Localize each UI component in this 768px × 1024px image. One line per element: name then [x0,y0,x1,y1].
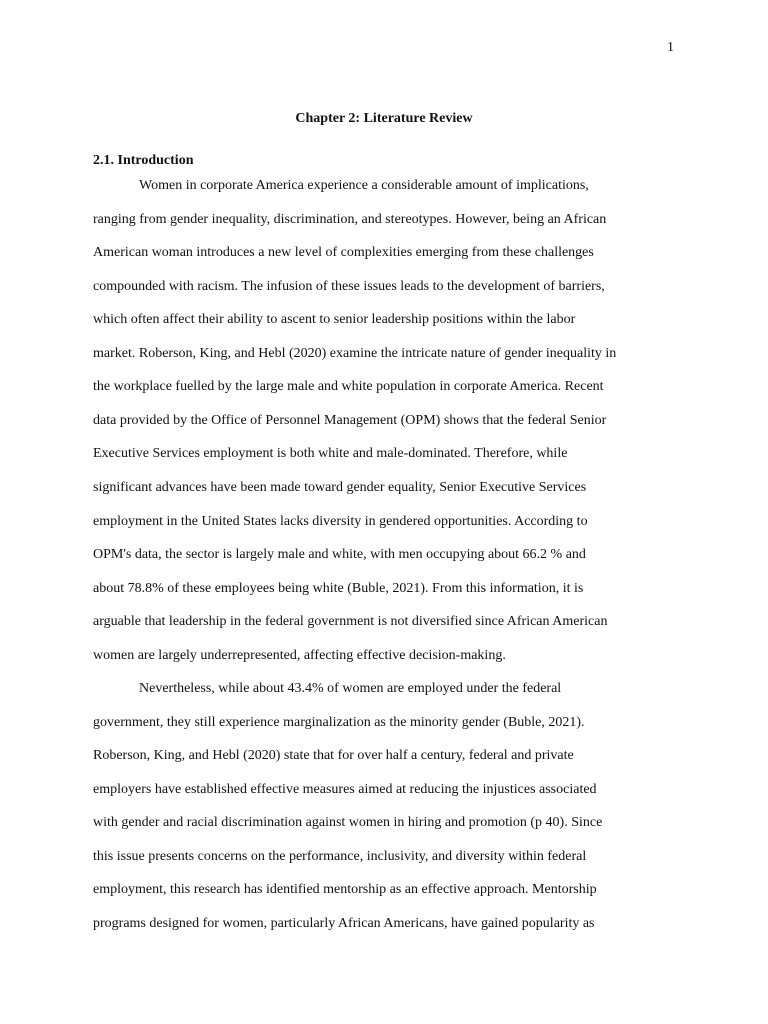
paragraph-line: women are largely underrepresented, affecting effective decision-making. [93,648,506,663]
paragraph-line: programs designed for women, particularly African Americans, have gained popularity as [93,916,595,931]
paragraph-line: Women in corporate America experience a considerable amount of implications, [139,178,589,193]
paragraph-line: significant advances have been made toward gender equality, Senior Executive Services [93,480,587,495]
paragraph-line: which often affect their ability to ascent to senior leadership positions within the labor [93,312,576,327]
chapter-title: Chapter 2: Literature Review [295,111,473,126]
paragraph-line: government, they still experience marginalization as the minority gender (Buble, 2021). [93,715,585,730]
paragraph-line: arguable that leadership in the federal government is not diversified since African American [93,614,608,629]
paragraph-line: OPM's data, the sector is largely male and white, with men occupying about 66.2 % and [93,547,586,562]
paragraph-line: Nevertheless, while about 43.4% of women are employed under the federal [139,681,562,696]
paragraph-line: ranging from gender inequality, discrimination, and stereotypes. However, being an African [93,212,607,227]
paragraph-line: about 78.8% of these employees being white (Buble, 2021). From this information, it is [93,581,584,596]
section-heading: 2.1. Introduction [93,153,194,168]
paragraph-line: market. Roberson, King, and Hebl (2020) examine the intricate nature of gender inequality in [93,346,617,361]
paragraph-line: compounded with racism. The infusion of these issues leads to the development of barriers, [93,279,605,294]
paragraph-line: employers have established effective measures aimed at reducing the injustices associated [93,782,597,797]
page-number: 1 [667,40,674,55]
paragraph-line: this issue presents concerns on the performance, inclusivity, and diversity within federal [93,849,587,864]
paragraph-line: employment in the United States lacks diversity in gendered opportunities. According to [93,514,588,529]
paragraph-line: Roberson, King, and Hebl (2020) state that for over half a century, federal and private [93,748,574,763]
paragraph-line: with gender and racial discrimination against women in hiring and promotion (p 40). Since [93,815,603,830]
paragraph-line: the workplace fuelled by the large male and white population in corporate America. Recent [93,379,604,394]
paragraph-line: American woman introduces a new level of complexities emerging from these challenges [93,245,594,260]
paragraph-line: data provided by the Office of Personnel Management (OPM) shows that the federal Senior [93,413,607,428]
paragraph-line: Executive Services employment is both white and male-dominated. Therefore, while [93,446,568,461]
paragraph-line: employment, this research has identified mentorship as an effective approach. Mentorship [93,882,597,897]
